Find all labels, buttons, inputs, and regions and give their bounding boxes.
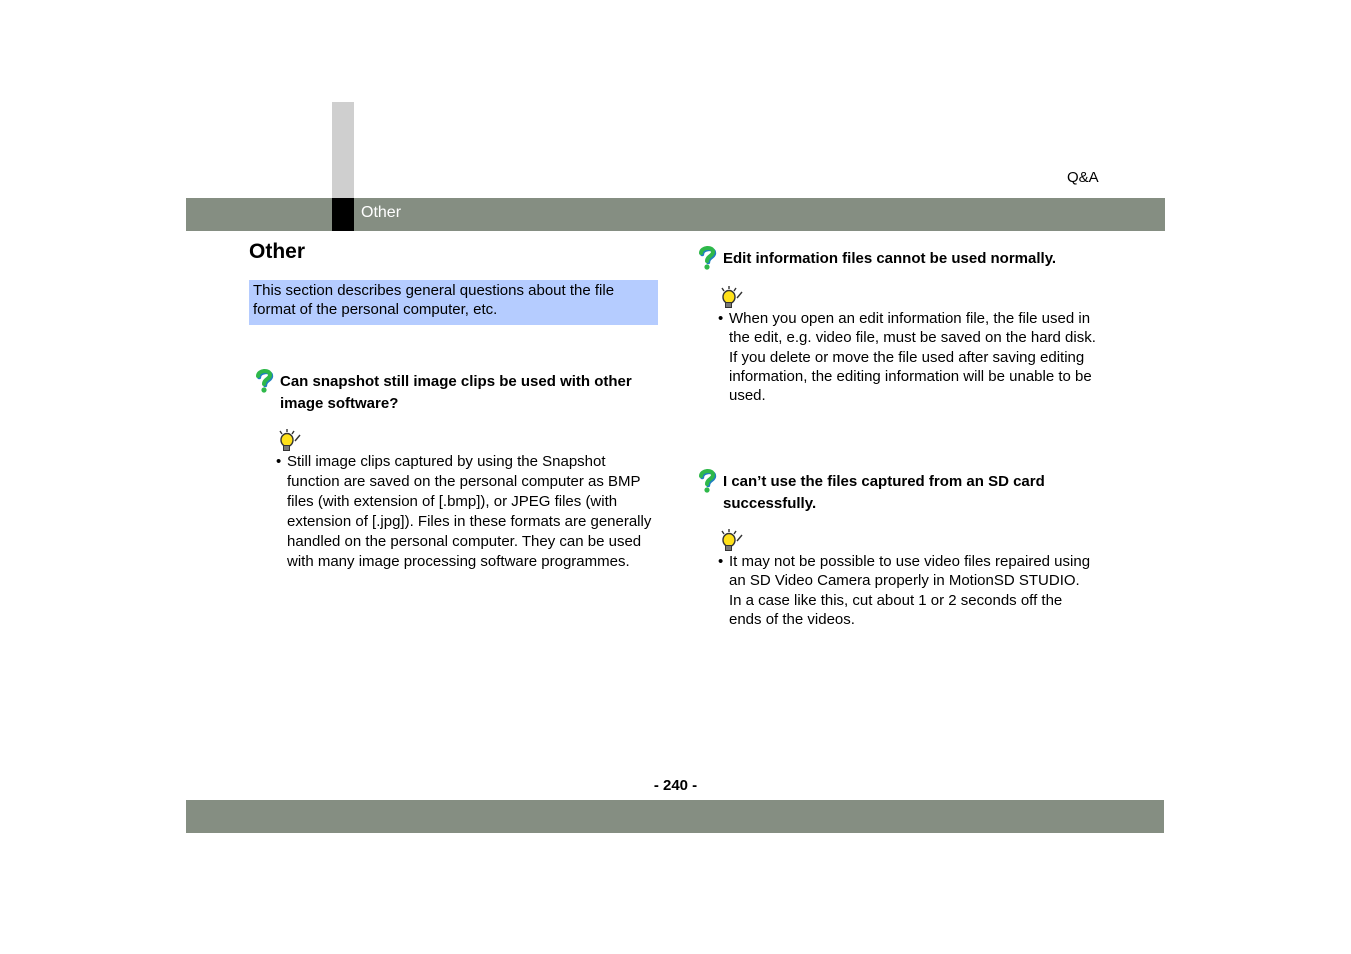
page-title: Other [249,240,306,263]
header-section-label: Other [361,204,402,221]
section-intro [249,280,658,325]
answer-3-paragraph-1: It may not be possible to use video files repaired using an SD Video Camera properly in MotionSD STUDIO. [729,553,1091,590]
question-3-line-1: I can’t use the files captured from an SD card [723,473,1045,490]
answer-2-paragraph-2: If you delete or move the file used after saving editing information, the editing information will be unable to be used. [729,348,1092,405]
question-1-line-1: Can snapshot still image clips be used with other [280,373,632,390]
lightbulb-icon [278,427,302,453]
question-2 [723,248,1056,270]
answer-3-paragraph-2: In a case like this, cut about 1 or 2 seconds off the ends of the videos. [729,591,1063,628]
answer-2 [718,309,1103,405]
section-intro-text: This section describes general questions about the file format of the personal computer, etc. [253,282,615,318]
bullet: • [276,453,282,470]
header-tab-marker [332,198,354,231]
lightbulb-icon [720,527,744,553]
question-1 [280,371,632,415]
header-tab-strip [332,102,354,198]
question-3-line-2: successfully. [723,495,817,512]
answer-1-text: Still image clips captured by using the Snapshot function are saved on the personal computer as BMP files (with extension of [.bmp]), or JPEG files (with extension of [.jpg]). Files in these formats are generally handled on the personal computer. They can be used with many image processing software programmes. [287,453,652,570]
bullet: • [718,553,724,570]
answer-1 [276,452,656,572]
question-mark-icon [697,468,717,494]
question-1-line-2: image software? [280,395,399,412]
footer-bar [186,800,1164,833]
chapter-label: Q&A [1067,169,1099,186]
question-mark-icon [697,245,717,271]
lightbulb-icon [720,284,744,310]
answer-2-paragraph-1: When you open an edit information file, the file used in the edit, e.g. video file, must be saved on the hard disk. [729,310,1096,347]
bullet: • [718,310,724,327]
page-number: - 240 - [653,777,698,794]
question-2-line-1: Edit information files cannot be used normally. [723,250,1057,267]
question-mark-icon [254,368,274,394]
question-3 [723,471,1045,515]
answer-3 [718,552,1098,629]
